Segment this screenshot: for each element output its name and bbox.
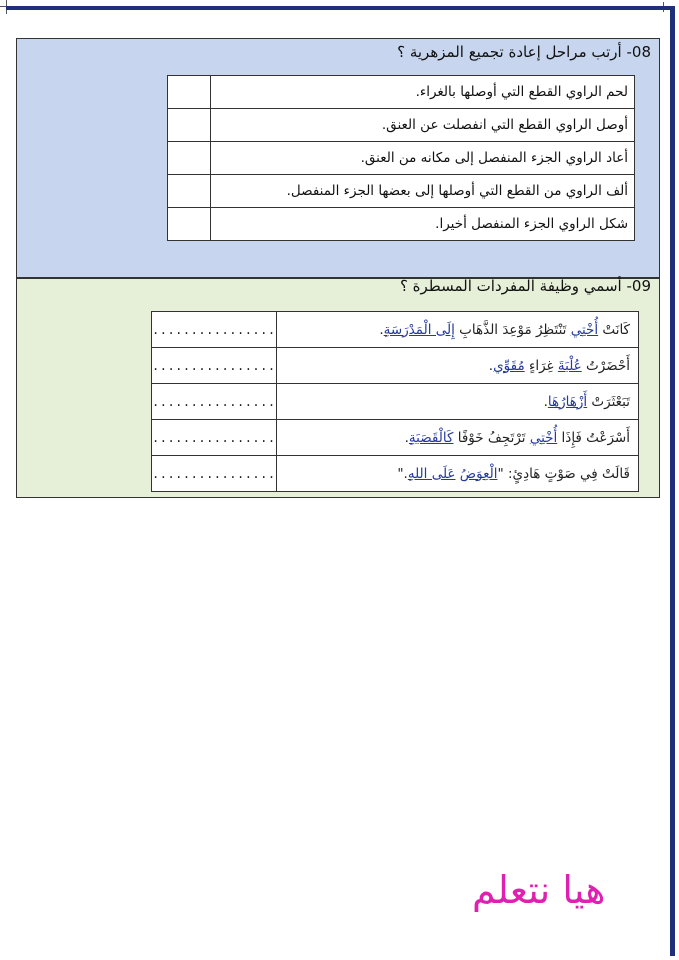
question-9-number: 09- (626, 277, 651, 295)
page-border-right (670, 6, 675, 956)
question-9-text: أسمي وظيفة المفردات المسطرة ؟ (399, 277, 622, 295)
sentence (276, 348, 638, 384)
answer-blank[interactable]: ................ (152, 312, 277, 348)
table-row (152, 384, 639, 420)
table-row (168, 175, 635, 208)
sentence-fragment: . (404, 429, 409, 446)
sentence (276, 456, 638, 492)
order-number-box[interactable] (168, 208, 211, 241)
underlined-word: الْعِوَضُ (459, 465, 498, 482)
question-9-title (400, 277, 651, 295)
underlined-word: كَالْقَصَبَةِ (408, 429, 454, 446)
underlined-word: عَلَى اللهِ (407, 465, 456, 482)
sentence-fragment: ." (397, 465, 408, 482)
table-row (168, 142, 635, 175)
sentence-fragment: أَسْرَعْتُ فَإِذَا (557, 429, 630, 446)
table-row (168, 109, 635, 142)
question-9-section (16, 278, 660, 498)
sentence-fragment: تَنْتَظِرُ مَوْعِدَ الذَّهَابِ (454, 321, 571, 338)
answer-blank[interactable]: ................ (152, 456, 277, 492)
sentence-fragment: . (488, 357, 494, 374)
order-number-box[interactable] (168, 109, 211, 142)
underlined-word: أَزْهَارُهَا (547, 393, 588, 410)
table-row (168, 76, 635, 109)
order-number-box[interactable] (168, 175, 211, 208)
answer-blank[interactable]: ................ (152, 348, 277, 384)
question-8-text: أرتب مراحل إعادة تجميع المزهرية ؟ (397, 43, 622, 61)
step-text: ألف الراوي من القطع التي أوصلها إلى بعضها الجزء المنفصل. (211, 175, 635, 208)
underlined-word: مُقَوِّي (493, 357, 525, 374)
underlined-word: عُلْبَةَ (557, 357, 582, 374)
order-number-box[interactable] (168, 142, 211, 175)
step-text: لحم الراوي القطع التي أوصلها بالغراء. (211, 76, 635, 109)
order-number-box[interactable] (168, 76, 211, 109)
sentence (276, 312, 638, 348)
underlined-word: أُخْتِي (529, 429, 558, 446)
underlined-word: إِلَى الْمَدْرَسَةِ (383, 321, 455, 338)
question-8-title (397, 43, 651, 61)
sentence (276, 384, 638, 420)
sentence-fragment: قَالَتْ فِي صَوْتٍ هَادِئٍ: " (497, 465, 630, 482)
table-row (152, 312, 639, 348)
table-row (152, 456, 639, 492)
sentence-fragment: تَرْتَجِفُ خَوْفًا (453, 429, 530, 446)
answer-blank[interactable]: ................ (152, 384, 277, 420)
step-text: أعاد الراوي الجزء المنفصل إلى مكانه من العنق. (211, 142, 635, 175)
sentence (276, 420, 638, 456)
sentence-fragment: كَانَتْ (598, 321, 630, 338)
question-8-number: 08- (626, 43, 651, 61)
sentence-fragment: أَحْضَرْتُ (581, 357, 630, 374)
table-row (152, 348, 639, 384)
word-function-table (151, 311, 639, 492)
ordering-table (167, 75, 635, 241)
sentence-fragment: غِرَاءٍ (524, 357, 558, 374)
sentence-fragment: . (543, 393, 548, 410)
sentence-fragment: . (379, 321, 384, 338)
step-text: أوصل الراوي القطع التي انفصلت عن العنق. (211, 109, 635, 142)
sentence-fragment: تَبَعْثَرَتْ (587, 393, 630, 410)
page-border-top (6, 6, 670, 10)
table-row (152, 420, 639, 456)
underlined-word: أُخْتِي (570, 321, 599, 338)
brand-watermark: هيا نتعلم (472, 868, 606, 912)
question-8-section (16, 38, 660, 278)
answer-blank[interactable]: ................ (152, 420, 277, 456)
table-row (168, 208, 635, 241)
step-text: شكل الراوي الجزء المنفصل أخيرا. (211, 208, 635, 241)
